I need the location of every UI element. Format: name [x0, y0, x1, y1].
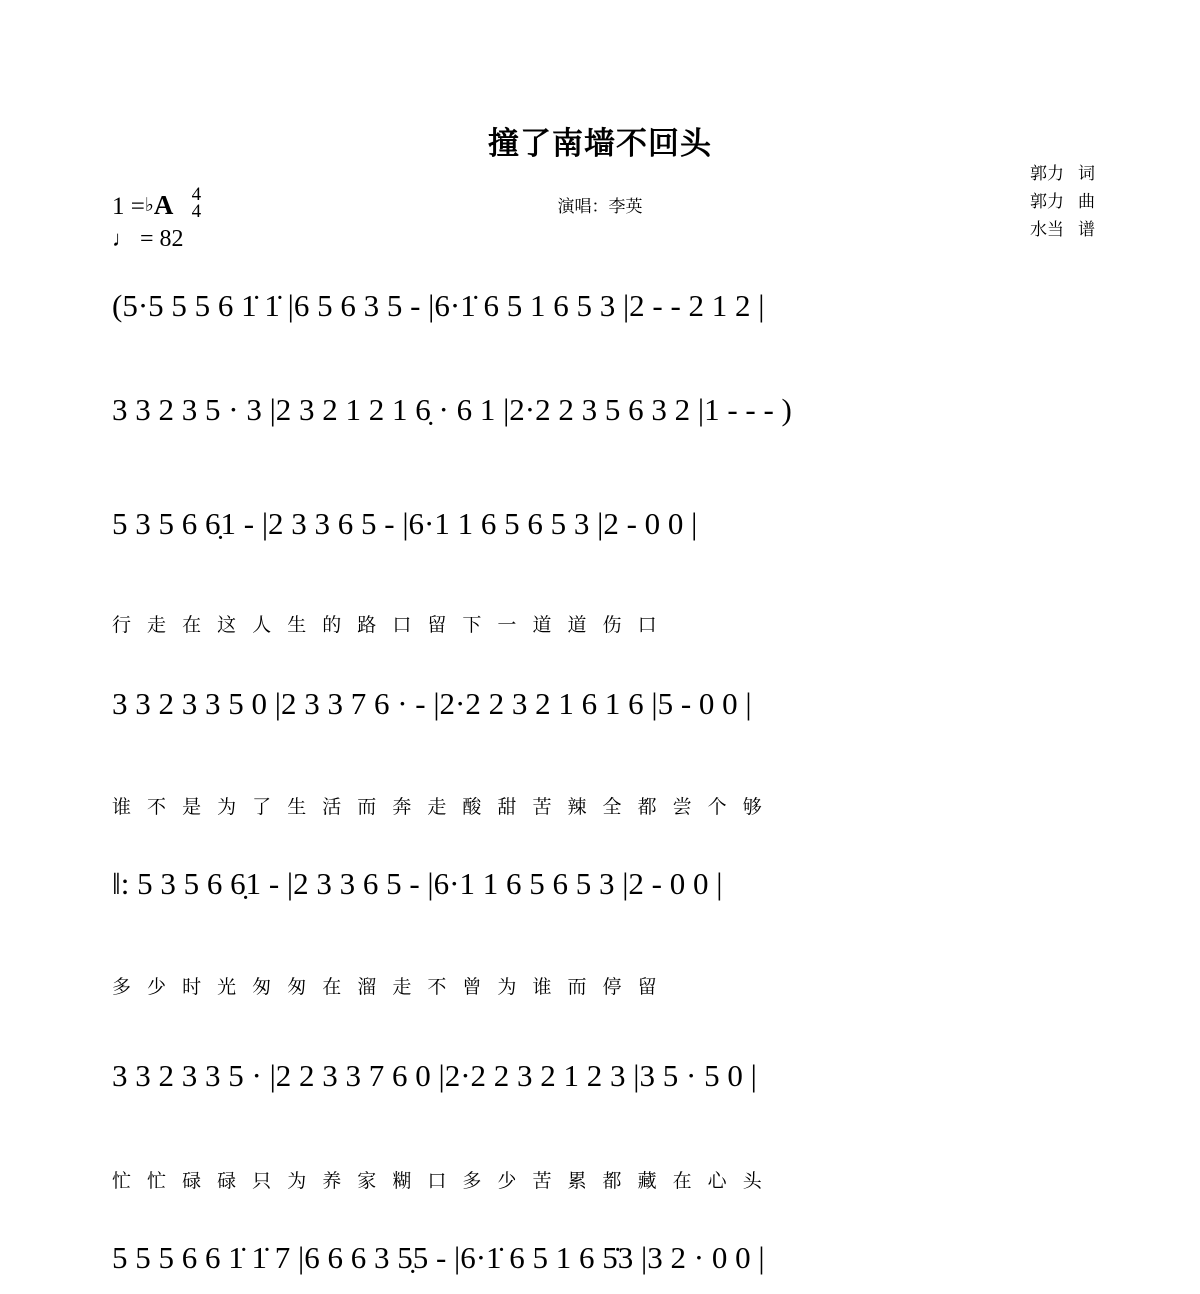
lyric-row: 忙 忙 碌 碌 只 为 养 家 糊 口 多 少 苦 累 都 藏 在 心 头: [112, 1170, 767, 1192]
credit-lyricist-role: 词: [1078, 164, 1095, 184]
page-title: 撞了南墙不回头: [488, 126, 712, 162]
lyric-row: 多 少 时 光 匆 匆 在 溜 走 不 曾 为 谁 而 停 留: [112, 976, 662, 998]
music-row: (5·5 5 5 6 1̇ 1̇ |6 5 6 3 5 - |6·1̇ 6 5 1 6 5 3 |2 - - 2 1 2 |: [112, 288, 765, 323]
credit-transcriber-role: 谱: [1078, 220, 1095, 240]
credits-block: [1030, 160, 1095, 244]
music-row: 3 3 2 3 3 5 0 |2 3 3 7 6 · - |2·2 2 3 2 1 6 1 6 |5 - 0 0 |: [112, 686, 752, 721]
quarter-note-icon: ♩: [112, 226, 134, 251]
tempo-value: 82: [159, 226, 184, 252]
tempo-marking: [112, 226, 184, 253]
lyric-row: 谁 不 是 为 了 生 活 而 奔 走 酸 甜 苦 辣 全 都 尝 个 够: [112, 796, 767, 818]
music-row: 5 5 5 6 6 1̇ 1̇ 7 |6 6 6 3 5̣5 - |6·1̇ 6 5 1 6 5̇3 |3 2 · 0 0 |: [112, 1240, 765, 1275]
credit-transcriber-name: 水当: [1030, 220, 1064, 240]
music-row: 3 3 2 3 3 5 · |2 2 3 3 7 6 0 |2·2 2 3 2 1 2 3 |3 5 · 5 0 |: [112, 1058, 757, 1093]
time-signature: [192, 186, 202, 220]
flat-icon: ♭: [144, 195, 154, 216]
time-signature-numerator: 4: [191, 184, 202, 205]
credit-lyricist: [1030, 160, 1095, 188]
time-signature-denominator: 4: [191, 201, 202, 222]
key-letter: A: [153, 190, 174, 220]
credit-lyricist-name: 郭力: [1030, 164, 1064, 184]
key-signature: [112, 186, 201, 221]
music-row: ‖: 5 3 5 6 6̣1 - |2 3 3 6 5 - |6·1 1 6 5 6 5 3 |2 - 0 0 |: [112, 866, 723, 901]
music-row: 5 3 5 6 6̣1 - |2 3 3 6 5 - |6·1 1 6 5 6 5 3 |2 - 0 0 |: [112, 506, 698, 541]
lyric-row: 行 走 在 这 人 生 的 路 口 留 下 一 道 道 伤 口: [112, 614, 662, 636]
credit-transcriber: [1030, 216, 1095, 244]
credit-composer-name: 郭力: [1030, 192, 1064, 212]
music-row: 3 3 2 3 5 · 3 |2 3 2 1 2 1 6̣ · 6 1 |2·2 2 3 5 6 3 2 |1 - - - ): [112, 392, 792, 427]
credit-composer-role: 曲: [1078, 192, 1095, 212]
key-prefix: 1 =: [112, 193, 145, 220]
tempo-equals: =: [140, 226, 154, 252]
singer-label: 演唱：李英: [557, 197, 643, 217]
credit-composer: [1030, 188, 1095, 216]
